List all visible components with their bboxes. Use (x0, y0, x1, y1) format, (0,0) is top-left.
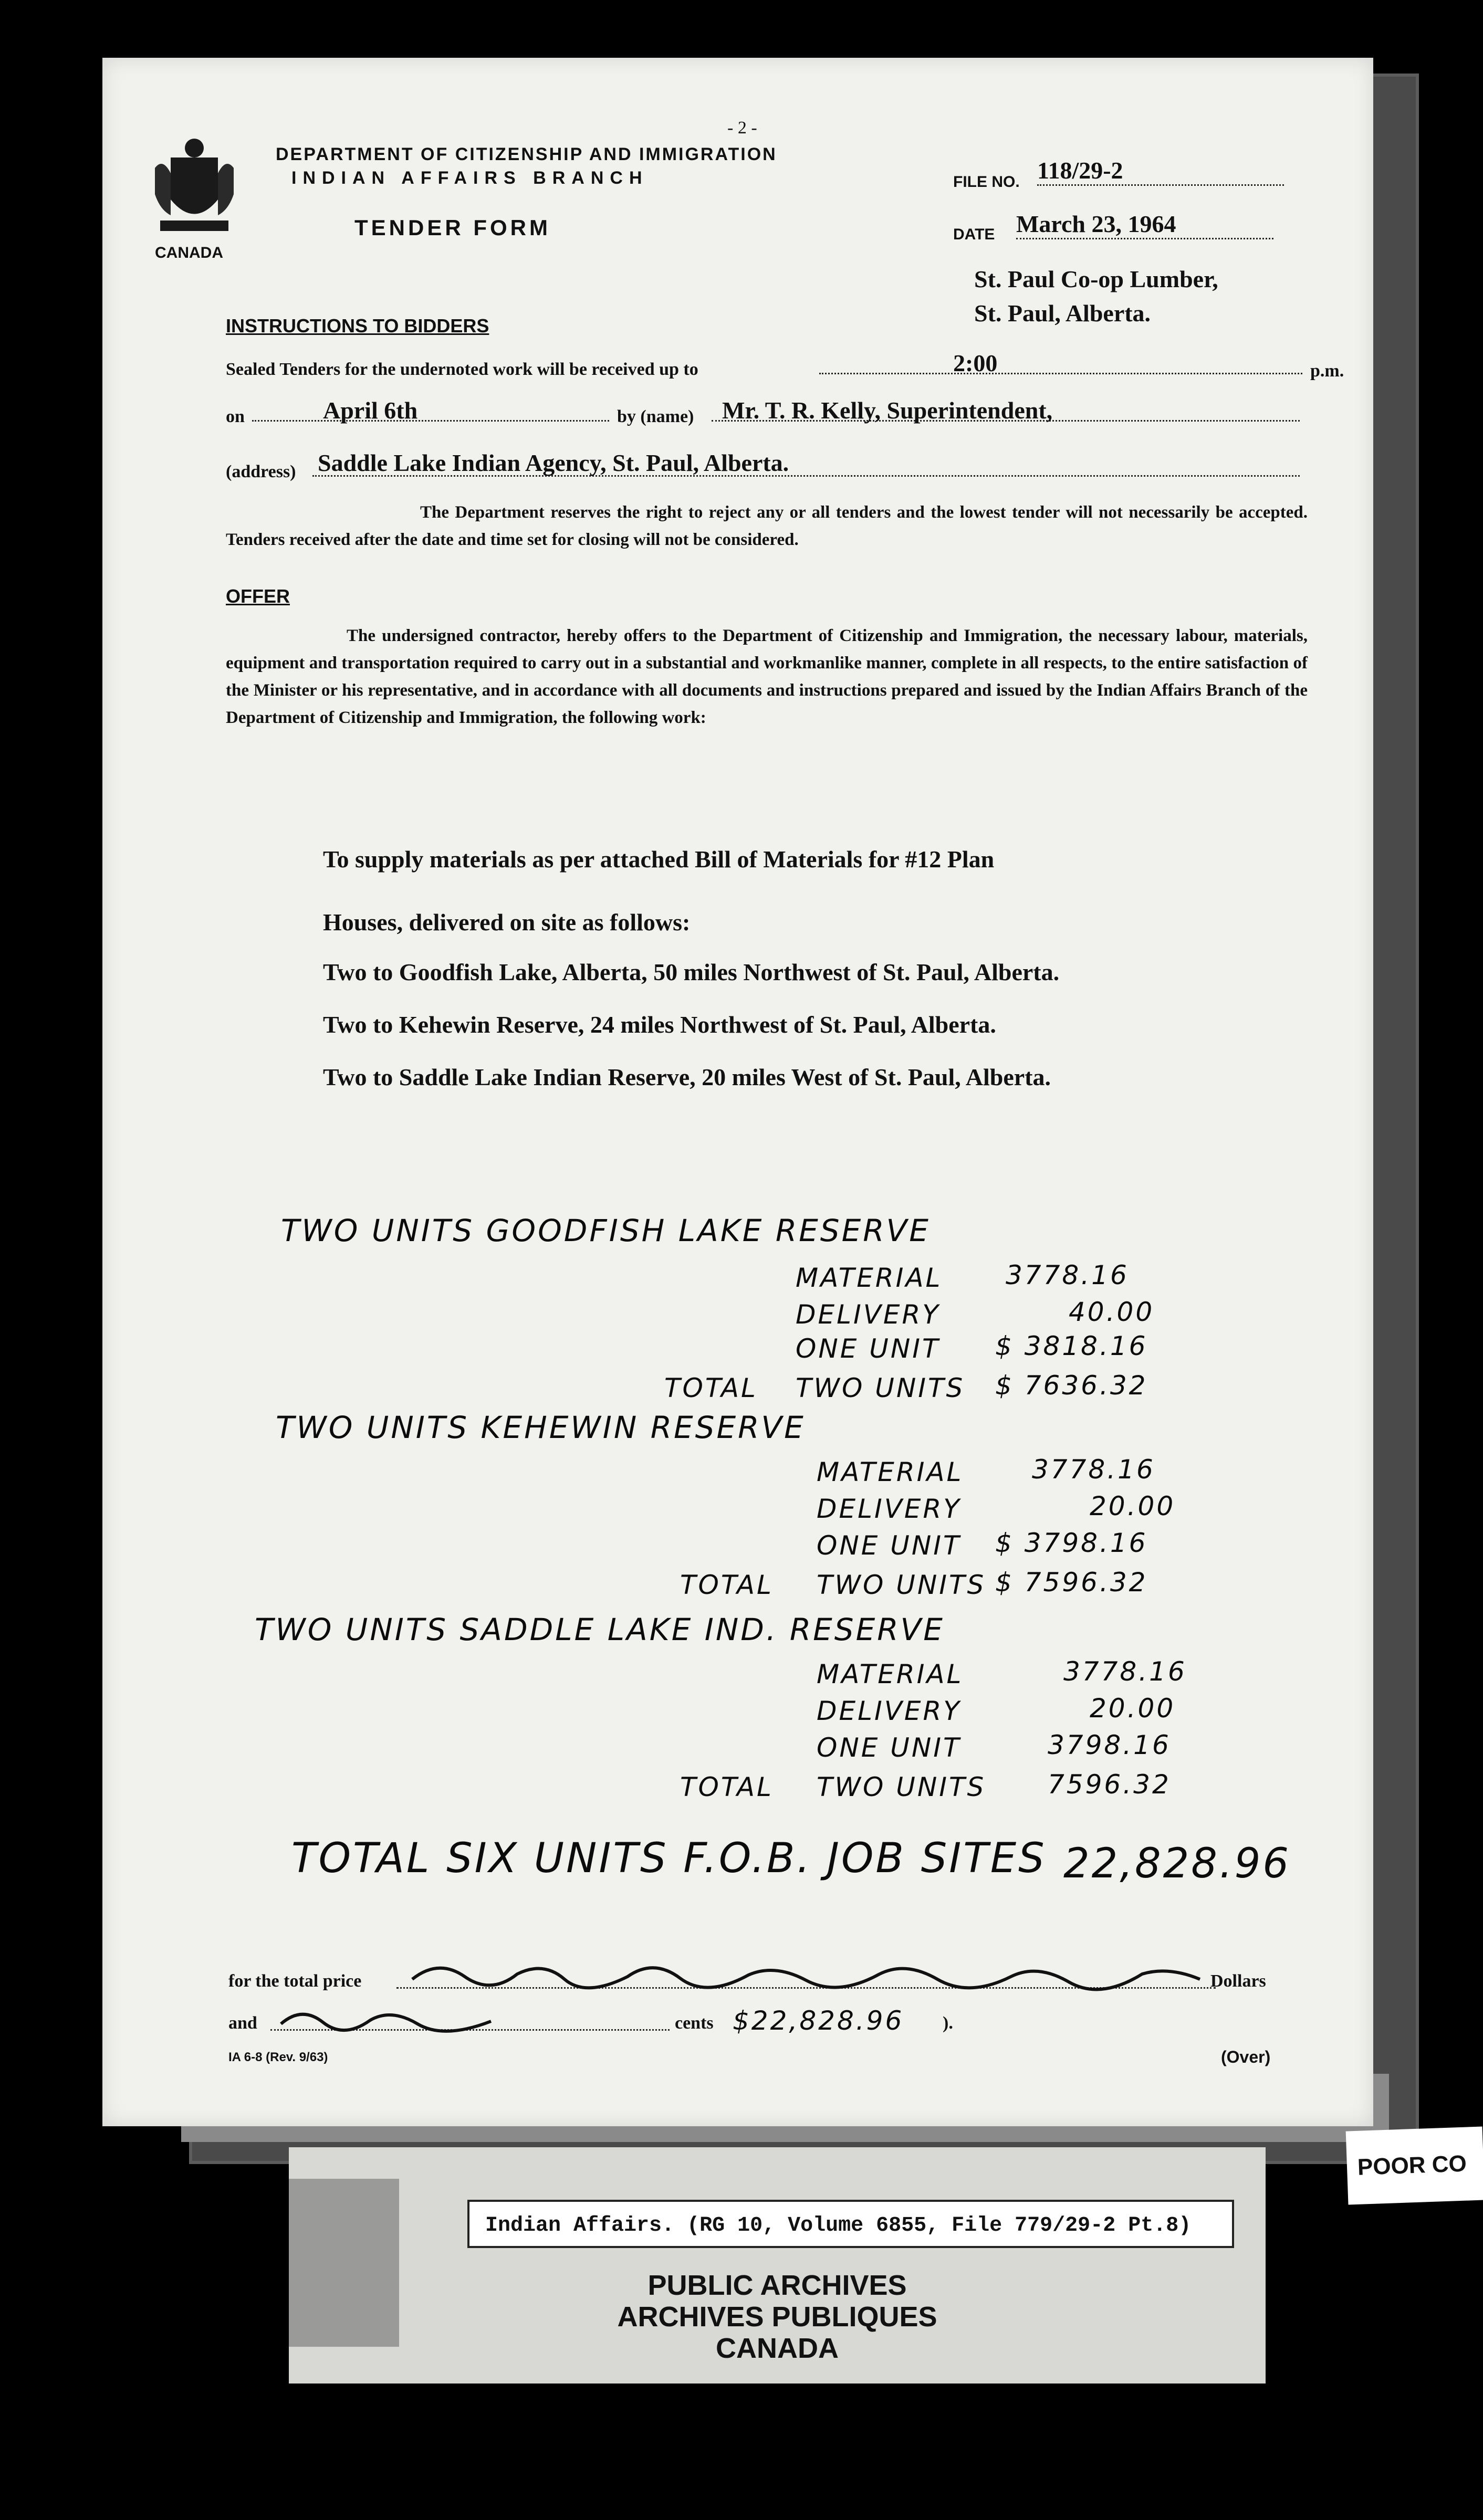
hw-goodfish-delivery-value: 40.00 (1069, 1297, 1155, 1327)
hw-goodfish-one-unit-label: ONE UNIT (796, 1334, 941, 1364)
total-price-label: for the total price (228, 1971, 362, 1991)
hw-kehewin-two-units-label: TWO UNITS (817, 1570, 986, 1600)
archive-line-1: PUBLIC ARCHIVES (647, 2270, 907, 2301)
offer-paragraph: The undersigned contractor, hereby offers to the Department of Citizenship and Immigration, the necessary labour, materials, equipment and transportation required to carry out in a substantial and workmanlike manner, complete in all respects, to the entire satisfaction of the Minister or his representative, and in accordance with all documents and instructions prepared and issued by the Indian Affairs Branch of the Department of Citizenship and Immigration, the following work: (226, 626, 1308, 727)
hw-goodfish-delivery-label: DELIVERY (796, 1299, 941, 1330)
and-label: and (228, 2013, 257, 2033)
hw-grand-total-text: TOTAL SIX UNITS F.O.B. JOB SITES (291, 1835, 1047, 1882)
archive-line-2: ARCHIVES PUBLIQUES (617, 2301, 937, 2333)
hw-goodfish-title: TWO UNITS GOODFISH LAKE RESERVE (281, 1213, 931, 1248)
on-label: on (226, 407, 245, 426)
cents-in-words-signature (276, 2000, 496, 2037)
hw-kehewin-total-label: TOTAL (680, 1570, 774, 1600)
tender-form-page (102, 58, 1373, 2126)
hw-saddle-lake-two-units-label: TWO UNITS (817, 1772, 986, 1802)
hw-saddle-lake-title: TWO UNITS SADDLE LAKE IND. RESERVE (255, 1612, 945, 1647)
hw-saddle-lake-material-value: 3778.16 (1063, 1656, 1187, 1687)
hw-kehewin-delivery-value: 20.00 (1090, 1491, 1176, 1521)
on-dotted-line (252, 420, 609, 422)
archive-line-3: CANADA (716, 2333, 839, 2364)
poor-copy-tab: POOR CO (1346, 2127, 1483, 2205)
canada-crest-icon (150, 136, 239, 236)
department-name: DEPARTMENT OF CITIZENSHIP AND IMMIGRATION (276, 144, 777, 164)
hw-grand-total-value: 22,828.96 (1063, 1840, 1291, 1887)
on-value: April 6th (323, 397, 418, 424)
hw-saddle-lake-two-units-value: 7596.32 (1048, 1769, 1171, 1800)
archive-reference: Indian Affairs. (RG 10, Volume 6855, File 779/29-2 Pt.8) (467, 2200, 1234, 2248)
by-value: Mr. T. R. Kelly, Superintendent, (722, 397, 1053, 424)
hw-goodfish-total-label: TOTAL (664, 1373, 758, 1403)
hw-goodfish-material-label: MATERIAL (796, 1263, 943, 1293)
archive-stamp (289, 2147, 1266, 2384)
hw-saddle-lake-delivery-label: DELIVERY (817, 1696, 962, 1726)
by-label: by (name) (617, 407, 694, 426)
dollars-label: Dollars (1210, 1971, 1266, 1991)
hw-goodfish-material-value: 3778.16 (1006, 1260, 1129, 1290)
time-dotted-line (819, 373, 1302, 374)
time-value: 2:00 (953, 350, 998, 376)
hw-kehewin-one-unit-label: ONE UNIT (817, 1530, 962, 1561)
pm-label: p.m. (1310, 361, 1344, 381)
address-value: Saddle Lake Indian Agency, St. Paul, Alberta. (318, 449, 789, 476)
hw-goodfish-two-units-value: $ 7636.32 (995, 1370, 1148, 1401)
hw-kehewin-delivery-label: DELIVERY (817, 1494, 962, 1524)
hw-kehewin-title: TWO UNITS KEHEWIN RESERVE (276, 1410, 806, 1445)
hw-goodfish-two-units-label: TWO UNITS (796, 1373, 965, 1403)
over-label: (Over) (1221, 2048, 1271, 2066)
work-line-4: Two to Kehewin Reserve, 24 miles Northwest of St. Paul, Alberta. (323, 1011, 996, 1038)
addressee-line-2: St. Paul, Alberta. (974, 300, 1151, 327)
hw-kehewin-material-value: 3778.16 (1032, 1454, 1155, 1485)
work-line-5: Two to Saddle Lake Indian Reserve, 20 miles West of St. Paul, Alberta. (323, 1064, 1051, 1090)
address-label: (address) (226, 462, 296, 481)
form-title: TENDER FORM (354, 215, 551, 240)
price-in-words-signature (407, 1953, 1205, 1995)
hw-kehewin-two-units-value: $ 7596.32 (995, 1567, 1148, 1598)
hw-saddle-lake-material-label: MATERIAL (817, 1659, 964, 1689)
reserve-right-paragraph: The Department reserves the right to reject any or all tenders and the lowest tender will not necessarily be accepted. Tenders received after the date and time set for closing will not be considered. (226, 503, 1308, 549)
date-value: March 23, 1964 (1016, 210, 1273, 239)
addressee-line-1: St. Paul Co-op Lumber, (974, 266, 1218, 292)
offer-heading: OFFER (226, 585, 290, 607)
hw-kehewin-one-unit-value: $ 3798.16 (995, 1528, 1148, 1558)
sealed-tenders-text: Sealed Tenders for the undernoted work will be received up to (226, 360, 698, 379)
branch-name: INDIAN AFFAIRS BRANCH (291, 168, 649, 188)
hw-saddle-lake-one-unit-value: 3798.16 (1048, 1730, 1171, 1760)
instructions-heading: INSTRUCTIONS TO BIDDERS (226, 315, 489, 337)
date-label: DATE (953, 226, 995, 243)
work-line-2: Houses, delivered on site as follows: (323, 909, 691, 936)
hw-saddle-lake-total-label: TOTAL (680, 1772, 774, 1802)
file-no-value: 118/29-2 (1037, 156, 1284, 186)
hw-goodfish-one-unit-value: $ 3818.16 (995, 1331, 1148, 1361)
close-paren: ). (943, 2013, 953, 2033)
hw-kehewin-material-label: MATERIAL (817, 1457, 964, 1487)
cents-label: cents (675, 2013, 714, 2033)
crest-label: CANADA (155, 244, 223, 261)
file-no-label: FILE NO. (953, 173, 1020, 191)
hw-saddle-lake-one-unit-label: ONE UNIT (817, 1732, 962, 1763)
hw-saddle-lake-delivery-value: 20.00 (1090, 1693, 1176, 1724)
page-number: - 2 - (727, 118, 757, 138)
work-line-1: To supply materials as per attached Bill of Materials for #12 Plan (323, 846, 995, 873)
work-line-3: Two to Goodfish Lake, Alberta, 50 miles Northwest of St. Paul, Alberta. (323, 959, 1060, 985)
hw-cents-value: $22,828.96 (733, 2006, 904, 2036)
form-code: IA 6-8 (Rev. 9/63) (228, 2050, 328, 2064)
